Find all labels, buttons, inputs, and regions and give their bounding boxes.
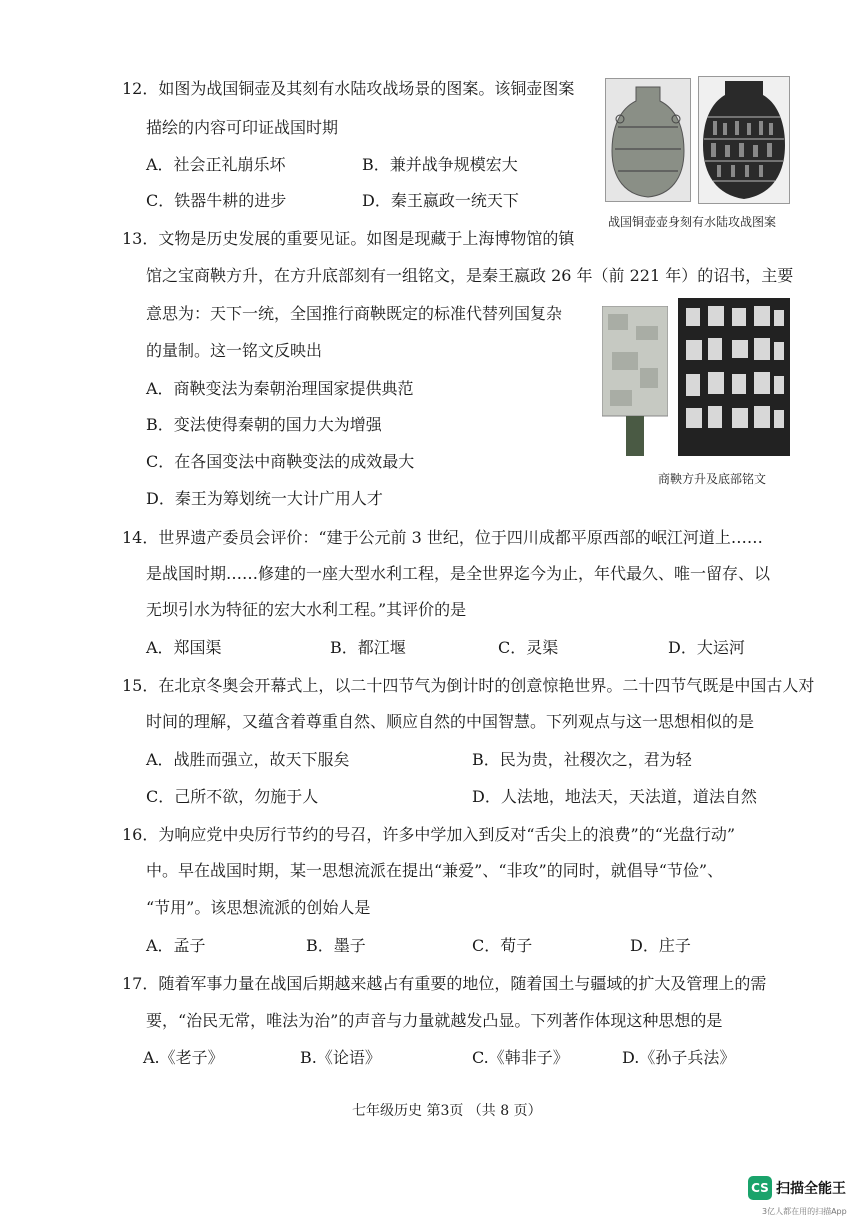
shang-yang-measure-photo: [602, 306, 668, 456]
question-text: 意思为：天下一统，全国推行商鞅既定的标准代替列国复杂: [146, 304, 563, 323]
option-b: B．兼并战争规模宏大: [362, 155, 518, 174]
option-b: B．民为贵，社稷次之，君为轻: [472, 750, 692, 769]
option-c: C．荀子: [472, 936, 533, 955]
page-footer: 七年级历史 第3页 （共 8 页）: [352, 1103, 542, 1119]
question-text: 要，“治民无常，唯法为治”的声音与力量就越发凸显。下列著作体现这种思想的是: [146, 1011, 723, 1030]
option-d: D．大运河: [668, 638, 745, 657]
option-a: A．社会正礼崩乐坏: [146, 155, 286, 174]
question-text: 无坝引水为特征的宏大水利工程。”其评价的是: [146, 600, 467, 619]
option-c: C．在各国变法中商鞅变法的成效最大: [146, 452, 415, 471]
question-text: 中。早在战国时期，某一思想流派在提出“兼爱”、“非攻”的同时，就倡导“节俭”、: [146, 861, 724, 880]
question-text: 描绘的内容可印证战国时期: [146, 118, 339, 137]
inscription-rubbing: [678, 298, 790, 456]
brand-name: 扫描全能王: [776, 1181, 846, 1197]
option-d: D．秦王嬴政一统天下: [362, 191, 519, 210]
question-text: 13．文物是历史发展的重要见证。如图是现藏于上海博物馆的镇: [122, 229, 575, 248]
option-a: A．战胜而强立，故天下服矣: [146, 750, 350, 769]
option-d: D.《孙子兵法》: [622, 1048, 736, 1067]
question-text: 时间的理解，又蕴含着尊重自然、顺应自然的中国智慧。下列观点与这一思想相似的是: [146, 712, 755, 731]
battle-pattern-rubbing: [698, 76, 790, 204]
option-b: B．墨子: [306, 936, 366, 955]
question-text: 16．为响应党中央厉行节约的号召，许多中学加入到反对“舌尖上的浪费”的“光盘行动”: [122, 825, 736, 844]
option-a: A．郑国渠: [146, 638, 222, 657]
question-text: 的量制。这一铭文反映出: [146, 341, 323, 360]
option-d: D．庄子: [630, 936, 691, 955]
question-text: 14．世界遗产委员会评价：“建于公元前 3 世纪，位于四川成都平原西部的岷江河道上……: [122, 528, 763, 547]
figure-caption: 商鞅方升及底部铭文: [658, 472, 767, 486]
option-c: C．己所不欲，勿施于人: [146, 787, 319, 806]
bronze-vessel-photo: [605, 78, 691, 202]
question-text: 12．如图为战国铜壶及其刻有水陆攻战场景的图案。该铜壶图案: [122, 79, 575, 98]
option-a: A.《老子》: [143, 1048, 224, 1067]
option-d: D．人法地，地法天，天法道，道法自然: [472, 787, 757, 806]
scanner-watermark: [748, 1176, 860, 1220]
option-c: C．灵渠: [498, 638, 559, 657]
brand-tagline: 3亿人都在用的扫描App: [762, 1207, 847, 1216]
question-text: 馆之宝商鞅方升，在方升底部刻有一组铭文，是秦王嬴政 26 年（前 221 年）的诏书，主要: [146, 266, 794, 285]
camscanner-logo-icon: CS: [748, 1176, 772, 1200]
option-c: C．铁器牛耕的进步: [146, 191, 287, 210]
option-b: B．变法使得秦朝的国力大为增强: [146, 415, 382, 434]
option-b: B.《论语》: [300, 1048, 381, 1067]
option-d: D．秦王为筹划统一大计广用人才: [146, 489, 383, 508]
question-text: 15．在北京冬奥会开幕式上，以二十四节气为倒计时的创意惊艳世界。二十四节气既是中国古人对: [122, 676, 815, 695]
question-text: 17．随着军事力量在战国后期越来越占有重要的地位，随着国土与疆域的扩大及管理上的需: [122, 974, 767, 993]
question-text: 是战国时期……修建的一座大型水利工程，是全世界迄今为止，年代最久、唯一留存、以: [146, 564, 771, 583]
option-b: B．都江堰: [330, 638, 406, 657]
option-c: C.《韩非子》: [472, 1048, 569, 1067]
option-a: A．孟子: [146, 936, 206, 955]
figure-caption: 战国铜壶壶身刻有水陆攻战图案: [608, 215, 777, 229]
question-text: “节用”。该思想流派的创始人是: [146, 898, 371, 917]
option-a: A．商鞅变法为秦朝治理国家提供典范: [146, 379, 414, 398]
